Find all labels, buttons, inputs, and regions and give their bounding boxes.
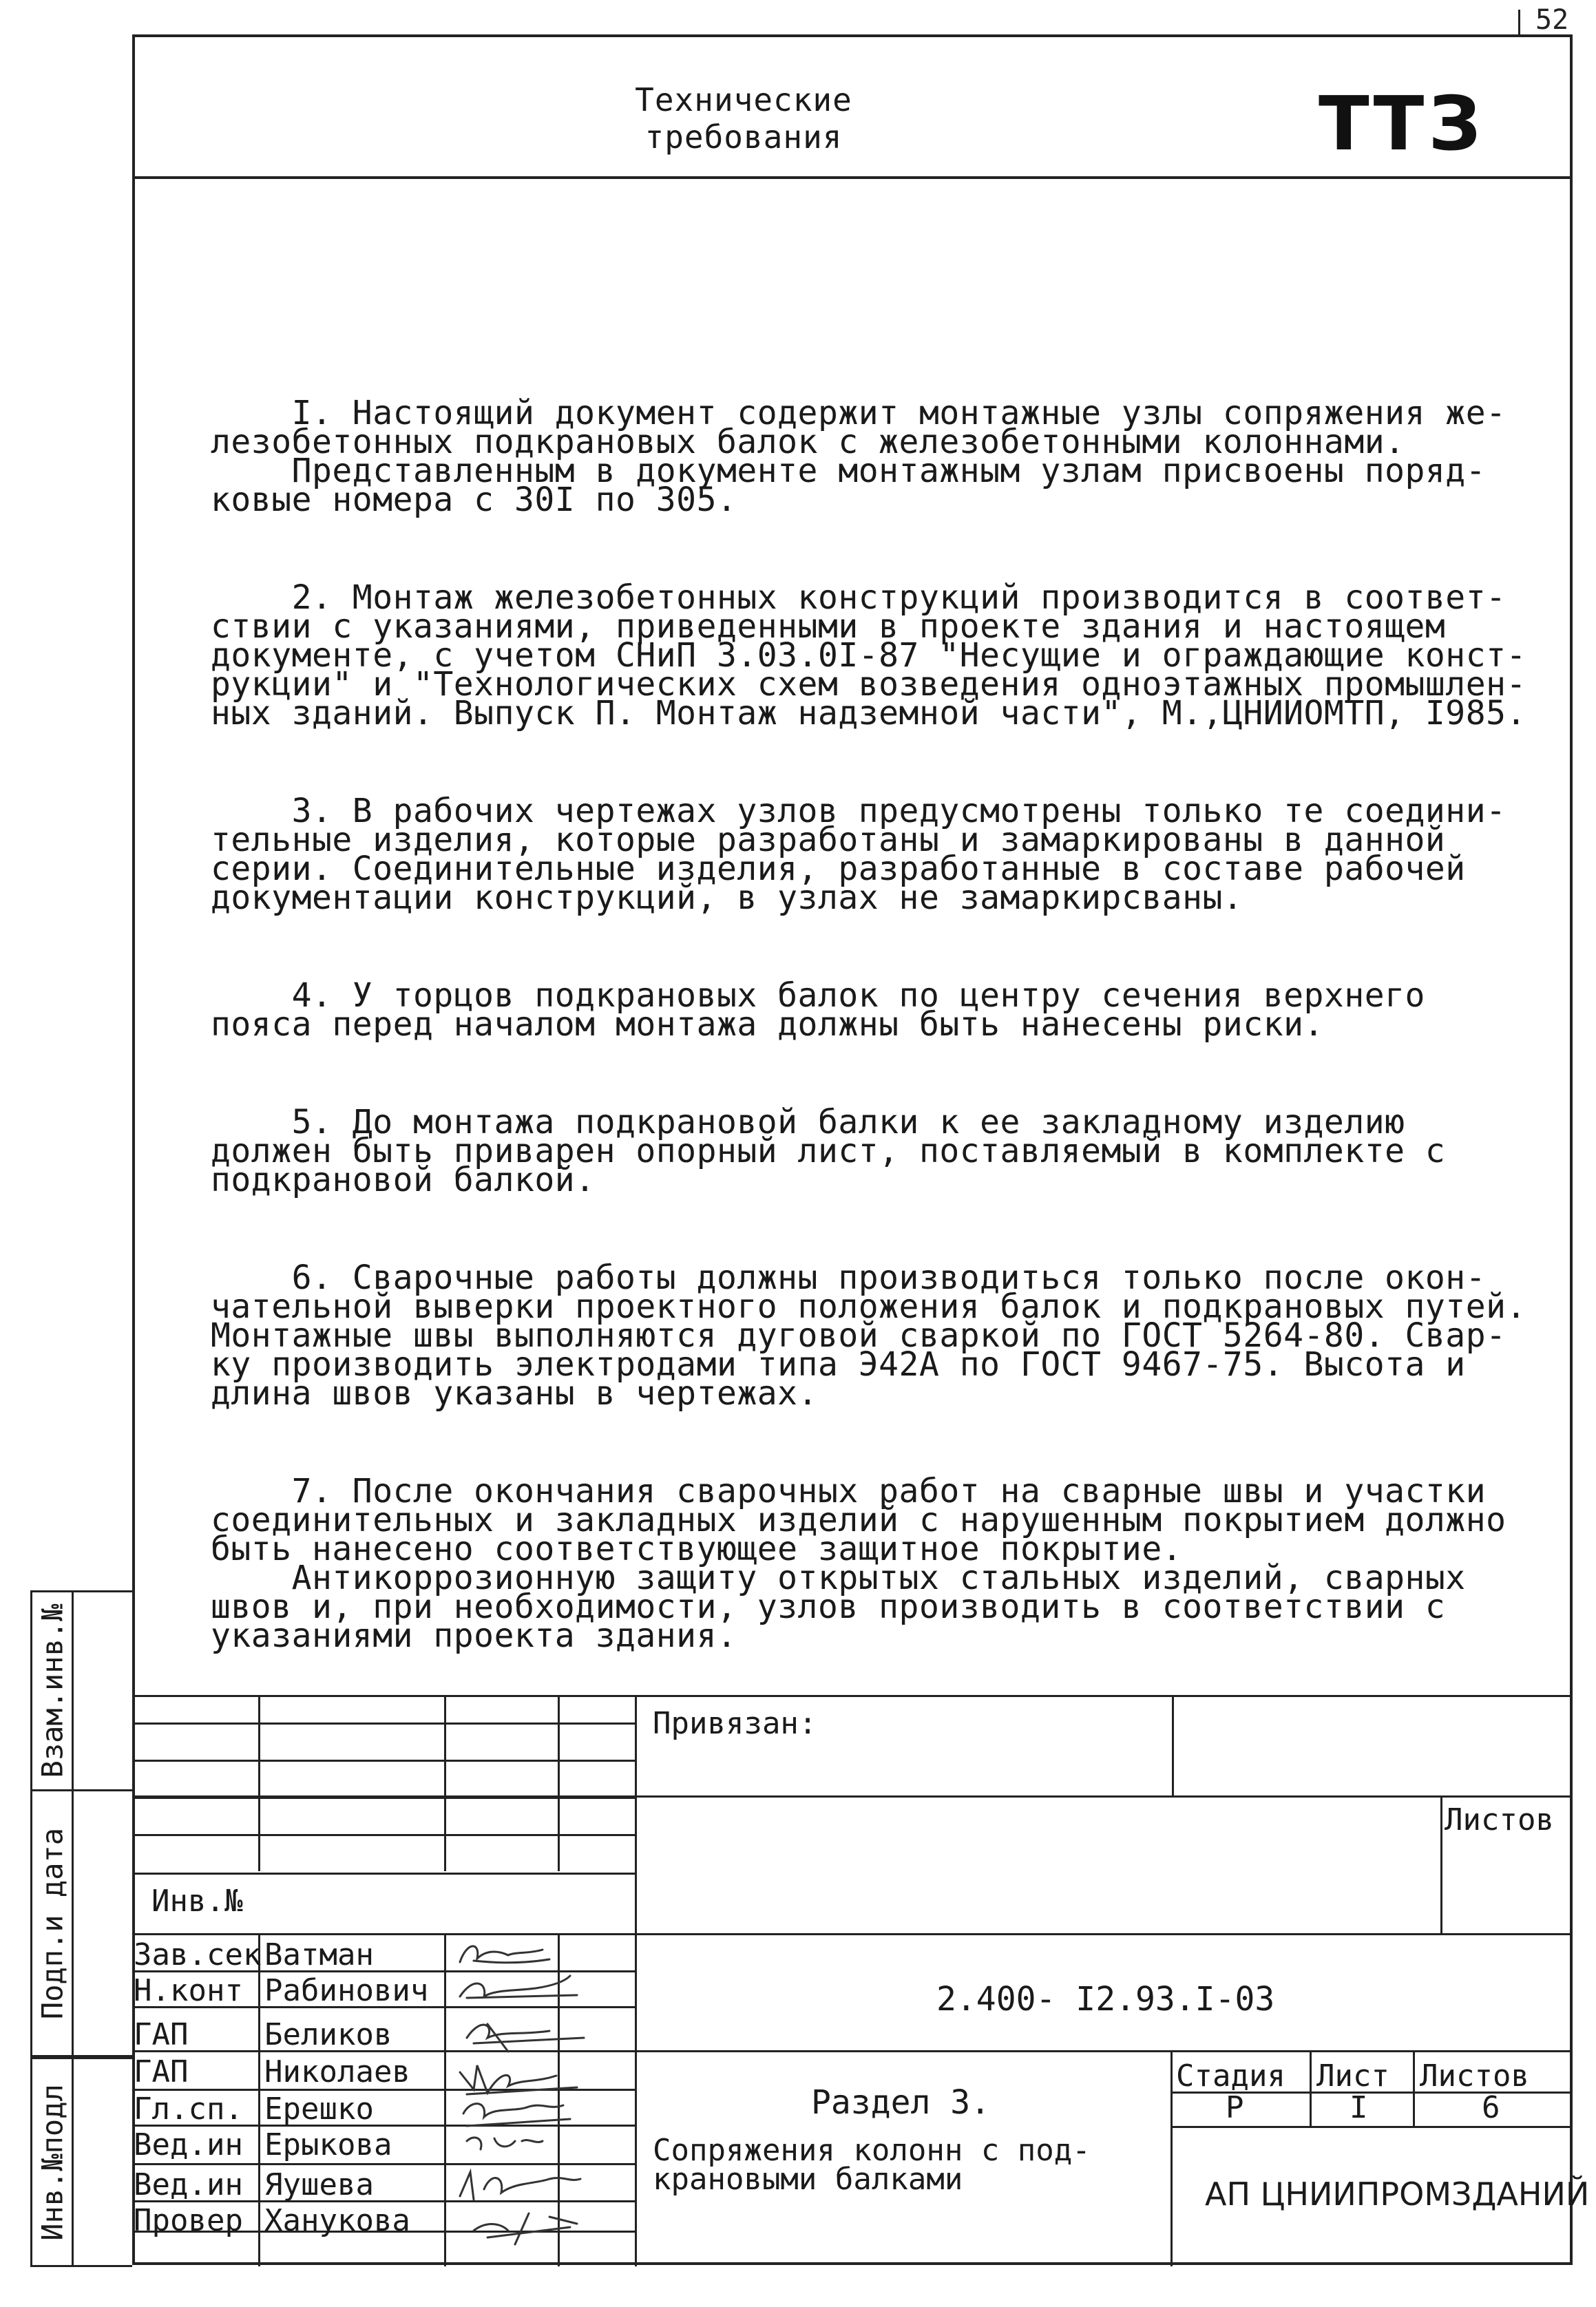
staff-name-8: Ханукова	[264, 2203, 410, 2238]
header-divider	[132, 176, 1573, 179]
organization-name: АП ЦНИИПРОМЗДАНИЙ	[1205, 2176, 1590, 2213]
sheets-label: Листов	[1420, 2058, 1529, 2094]
side-strip-vzam	[30, 1590, 132, 1791]
signatures-image	[446, 1935, 611, 2265]
staff-name-2: Рабинович	[264, 1973, 429, 2008]
section-number: Раздел 3.	[811, 2083, 991, 2122]
section-title-line2: крановыми балками	[653, 2162, 963, 2197]
document-designation: 2.400- I2.93.I-03	[936, 1980, 1275, 2019]
requirements-text	[211, 341, 1546, 1690]
staff-name-3: Беликов	[264, 2017, 392, 2052]
staff-name-6: Ерыкова	[264, 2127, 392, 2162]
staff-name-1: Ватман	[264, 1937, 374, 1972]
staff-role-5: Гл.сп.	[134, 2092, 243, 2127]
page-number-mark	[1518, 10, 1520, 37]
sheet-value: I	[1350, 2090, 1368, 2125]
document-code: ТТЗ	[1319, 81, 1486, 167]
paragraph-6: 6. Сварочные работы должны производиться только после окон- чательной выверки проектного положения балок и подкрановых путей. Монтажные швы выполняются дуговой сваркой по ГОСТ 5264-80. Свар- ку производить электродами типа Э42А по ГОСТ 9467-75. Высота и длина швов указаны в чертежах.	[211, 1258, 1526, 1413]
paragraph-5: 5. До монтажа подкрановой балки к ее закладному изделию должен быть приварен опорный лист, поставляемый в комплекте с подкрановой балкой.	[211, 1103, 1446, 1199]
document-title: Технические требования	[635, 81, 852, 156]
staff-role-3: ГАП	[134, 2017, 189, 2052]
side-label-inv: Инв.№подл	[35, 2083, 69, 2241]
section-title-line1: Сопряжения колонн с под-	[653, 2133, 1091, 2168]
paragraph-7: 7. После окончания сварочных работ на сварные швы и участки соединительных и закладных изделий с нарушенным покрытием должно быть нанесено соответствующее защитное покрытие. Антикоррозионную защиту открытых стальных изделий, сварных швов и, при необходимости, узлов производить в соответствии с указаниями проекта здания.	[211, 1472, 1506, 1655]
listov-top-label: Листов	[1445, 1802, 1554, 1837]
staff-role-4: ГАП	[134, 2054, 189, 2089]
staff-role-8: Провер	[134, 2203, 243, 2238]
side-label-podp: Подп.и дата	[35, 1827, 69, 2019]
inv-no-label: Инв.№	[151, 1884, 243, 1919]
sheets-value: 6	[1482, 2090, 1500, 2125]
sheet-label: Лист	[1316, 2058, 1389, 2094]
staff-role-6: Вед.ин	[134, 2127, 243, 2162]
paragraph-3: 3. В рабочих чертежах узлов предусмотрены только те соедини- тельные изделия, которые разработаны и замаркированы в данной серии. Соединительные изделия, разработанные в составе рабочей документации конструкций, в узлах не замаркирсваны.	[211, 792, 1506, 917]
stage-label: Стадия	[1176, 2058, 1285, 2094]
paragraph-4: 4. У торцов подкрановых балок по центру сечения верхнего пояса перед началом монтажа должны быть нанесены риски.	[211, 976, 1425, 1044]
side-strip-podp	[30, 1791, 132, 2057]
stage-value: Р	[1226, 2090, 1244, 2125]
paragraph-2: 2. Монтаж железобетонных конструкций производится в соответ- ствии с указаниями, приведенными в проекте здания и настоящем документе, с учетом СНиП 3.03.0I-87 "Несущие и ограждающие конст- рукции" и "Технологических схем возведения одноэтажных промышлен- ных зданий. Выпуск П. Монтаж надземной части", М.,ЦНИИОМТП, I985.	[211, 578, 1526, 733]
staff-name-5: Ерешко	[264, 2092, 374, 2127]
side-label-vzam: Взам.инв.№	[35, 1603, 69, 1778]
paragraph-1: I. Настоящий документ содержит монтажные узлы сопряжения же- лезобетонных подкрановых балок с железобетонными колоннами. Представленным в документе монтажным узлам присвоены поряд- ковые номера с 30I по 305.	[211, 394, 1506, 519]
staff-name-4: Николаев	[264, 2054, 410, 2089]
privyazan-label: Привязан:	[653, 1706, 817, 1741]
page-number: 52	[1535, 4, 1569, 36]
staff-role-2: Н.конт	[134, 1973, 243, 2008]
staff-role-1: Зав.сек	[134, 1937, 262, 1972]
side-strip-inv	[30, 2057, 132, 2267]
staff-role-7: Вед.ин	[134, 2167, 243, 2202]
staff-name-7: Яушева	[264, 2167, 374, 2202]
